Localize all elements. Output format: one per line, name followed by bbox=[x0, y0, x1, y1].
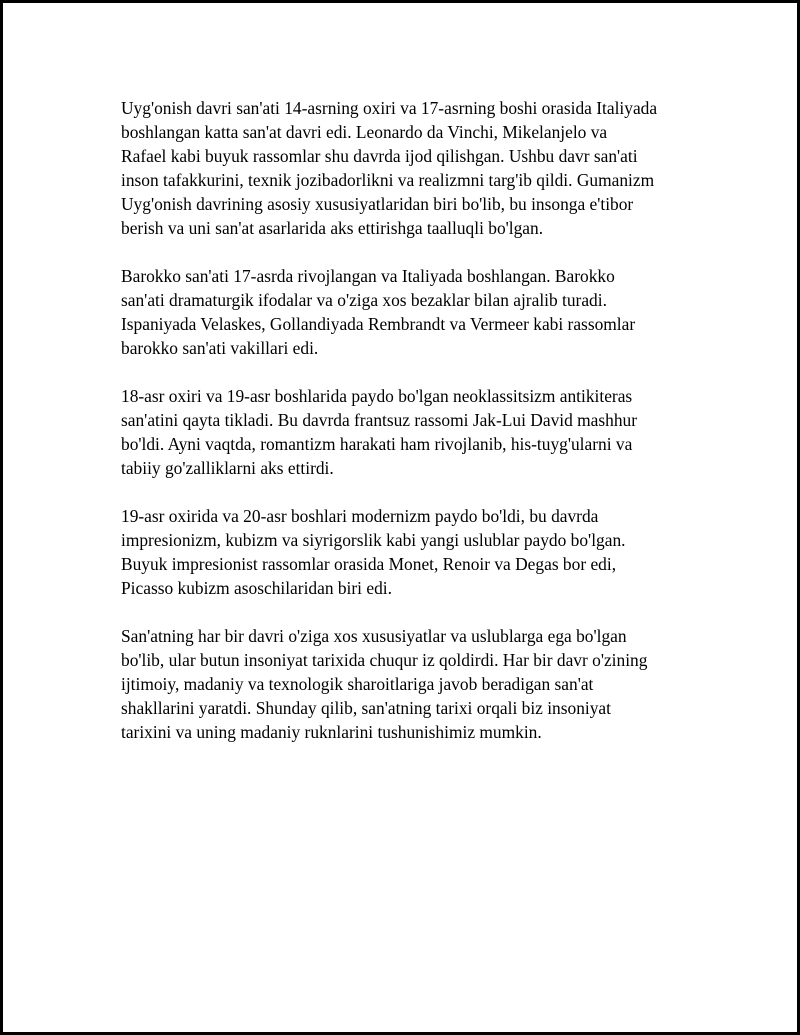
paragraph-renaissance: Uyg'onish davri san'ati 14-asrning oxiri va 17-asrning boshi orasida Italiyada boshlangan katta san'at davri edi. Leonardo da Vinchi, Mikelanjelo va Rafael kabi buyuk rassomlar shu davrda ijod qilishgan. Ushbu davr san'ati inson tafakkurini, texnik jozibadorlikni va realizmni targ'ib qildi. Gumanizm Uyg'onish davrining asosiy xususiyatlaridan biri bo'lib, bu insonga e'tibor berish va uni san'at asarlarida aks ettirishga taalluqli bo'lgan. bbox=[121, 98, 658, 238]
paragraph-neoclassicism: 18-asr oxiri va 19-asr boshlarida paydo bo'lgan neoklassitsizm antikiteras san'atini qayta tikladi. Bu davrda frantsuz rassomi Jak-Lui David mashhur bo'ldi. Ayni vaqtda, romantizm harakati ham rivojlanib, his-tuyg'ularni va tabiiy go'zalliklarni aks ettirdi. bbox=[121, 386, 638, 478]
document-body bbox=[121, 96, 681, 768]
paragraph-baroque: Barokko san'ati 17-asrda rivojlangan va Italiyada boshlangan. Barokko san'ati dramaturgik ifodalar va o'ziga xos bezaklar bilan ajralib turadi. Ispaniyada Velaskes, Gollandiyada Rembrandt va Vermeer kabi rassomlar barokko san'ati vakillari edi. bbox=[121, 266, 636, 358]
paragraph-modernism: 19-asr oxirida va 20-asr boshlari modernizm paydo bo'ldi, bu davrda impresionizm, kubizm va siyrigorslik kabi yangi uslublar paydo bo'lgan. Buyuk impresionist rassomlar orasida Monet, Renoir va Degas bor edi, Picasso kubizm asoschilaridan biri edi. bbox=[121, 506, 626, 598]
paragraph-conclusion: San'atning har bir davri o'ziga xos xususiyatlar va uslublarga ega bo'lgan bo'lib, ular butun insoniyat tarixida chuqur iz qoldirdi. Har bir davr o'zining ijtimoiy, madaniy va texnologik sharoitlariga javob beradigan san'at shakllarini yaratdi. Shunday qilib, san'atning tarixi orqali biz insoniyat tarixini va uning madaniy ruknlarini tushunishimiz mumkin. bbox=[121, 626, 648, 742]
